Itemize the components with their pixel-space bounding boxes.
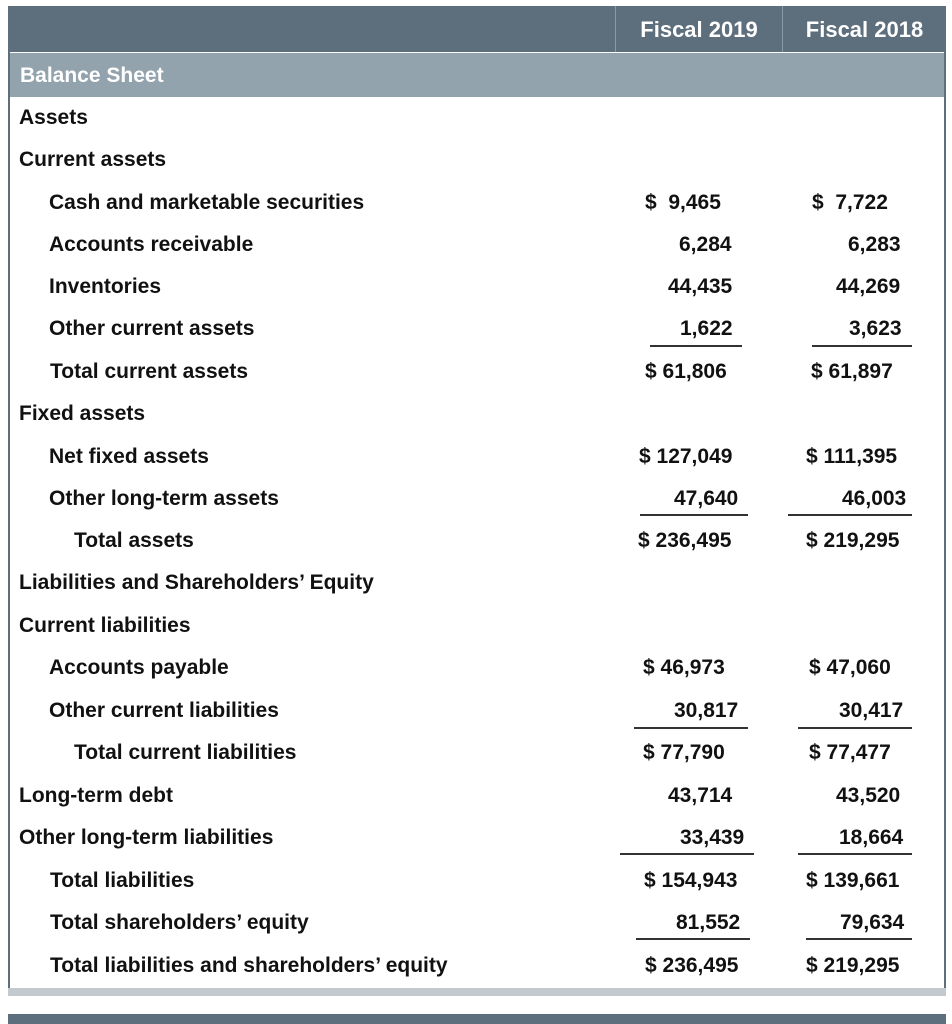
row-label: Current assets <box>19 148 167 171</box>
value-fiscal-2018: $ 139,661 <box>806 869 900 892</box>
row-label: Assets <box>19 106 88 129</box>
table-row <box>10 266 944 308</box>
subtotal-rule <box>620 853 754 855</box>
value-fiscal-2018: 44,269 <box>836 275 901 298</box>
row-label: Total current liabilities <box>74 741 297 764</box>
row-label: Long-term debt <box>19 784 173 807</box>
value-fiscal-2019: 6,284 <box>679 233 732 256</box>
value-fiscal-2019: $ 46,973 <box>643 656 725 679</box>
row-label: Current liabilities <box>19 614 191 637</box>
value-fiscal-2019: 43,714 <box>668 784 733 807</box>
row-label: Inventories <box>49 275 162 298</box>
row-label: Fixed assets <box>19 402 146 425</box>
value-fiscal-2019: 33,439 <box>680 826 745 849</box>
subtotal-rule <box>798 727 912 729</box>
value-fiscal-2018: $ 219,295 <box>806 954 900 977</box>
value-fiscal-2019: $ 61,806 <box>645 360 727 383</box>
row-label: Total liabilities and shareholders’ equity <box>50 954 448 977</box>
value-fiscal-2019: $ 9,465 <box>645 191 721 214</box>
table-row <box>10 520 944 562</box>
value-fiscal-2019: 30,817 <box>674 699 739 722</box>
table-header <box>8 6 946 52</box>
row-label: Accounts payable <box>49 656 229 679</box>
row-label: Other current liabilities <box>49 699 279 722</box>
row-label: Other long-term liabilities <box>19 826 274 849</box>
row-label: Total liabilities <box>50 869 195 892</box>
value-fiscal-2019: $ 127,049 <box>639 445 733 468</box>
value-fiscal-2018: 30,417 <box>839 699 904 722</box>
subtotal-rule <box>634 727 748 729</box>
column-header-fiscal-2018: Fiscal 2018 <box>782 6 946 52</box>
value-fiscal-2018: 6,283 <box>848 233 901 256</box>
value-fiscal-2019: $ 154,943 <box>644 869 738 892</box>
subtotal-rule <box>650 345 742 347</box>
table-footer <box>8 988 946 996</box>
value-fiscal-2018: $ 61,897 <box>811 360 893 383</box>
value-fiscal-2018: $ 219,295 <box>806 529 900 552</box>
value-fiscal-2019: $ 77,790 <box>643 741 725 764</box>
subtotal-rule <box>636 938 750 940</box>
row-label: Total assets <box>74 529 194 552</box>
row-label: Accounts receivable <box>49 233 254 256</box>
subtotal-rule <box>812 345 912 347</box>
row-label: Liabilities and Shareholders’ Equity <box>19 571 374 594</box>
row-label: Other current assets <box>49 317 255 340</box>
value-fiscal-2018: 46,003 <box>842 487 907 510</box>
row-label: Total current assets <box>50 360 249 383</box>
subtotal-rule <box>788 514 912 516</box>
table-row <box>10 393 944 435</box>
row-label: Net fixed assets <box>49 445 209 468</box>
table-row <box>10 647 944 689</box>
subtotal-rule <box>798 853 912 855</box>
table-row <box>10 224 944 266</box>
value-fiscal-2018: 79,634 <box>840 911 905 934</box>
table-row <box>10 139 944 181</box>
value-fiscal-2019: $ 236,495 <box>638 529 732 552</box>
table-row <box>10 732 944 774</box>
table-row <box>10 902 944 944</box>
value-fiscal-2018: 3,623 <box>849 317 902 340</box>
table-row <box>10 605 944 647</box>
row-label: Cash and marketable securities <box>49 191 365 214</box>
table-row <box>10 860 944 902</box>
subtotal-rule <box>806 938 912 940</box>
value-fiscal-2018: $ 77,477 <box>809 741 891 764</box>
table-row <box>10 308 944 350</box>
value-fiscal-2019: $ 236,495 <box>645 954 739 977</box>
value-fiscal-2018: $ 111,395 <box>806 445 898 468</box>
table-row <box>10 436 944 478</box>
table-row <box>10 945 944 987</box>
value-fiscal-2019: 47,640 <box>674 487 739 510</box>
table-row <box>10 690 944 732</box>
subtotal-rule <box>640 514 748 516</box>
value-fiscal-2018: $ 7,722 <box>812 191 888 214</box>
column-header-fiscal-2019: Fiscal 2019 <box>615 6 782 52</box>
value-fiscal-2019: 44,435 <box>668 275 733 298</box>
value-fiscal-2018: 18,664 <box>839 826 904 849</box>
section-title: Balance Sheet <box>20 64 164 87</box>
table-row <box>10 775 944 817</box>
row-label: Total shareholders’ equity <box>50 911 309 934</box>
value-fiscal-2018: $ 47,060 <box>809 656 891 679</box>
table-row <box>10 97 944 139</box>
row-label: Other long-term assets <box>49 487 279 510</box>
section-header <box>10 53 944 97</box>
value-fiscal-2019: 81,552 <box>676 911 741 934</box>
table-row <box>10 562 944 604</box>
table-row <box>10 182 944 224</box>
next-table-header-edge <box>8 1014 946 1024</box>
value-fiscal-2018: 43,520 <box>836 784 901 807</box>
value-fiscal-2019: 1,622 <box>680 317 733 340</box>
table-row <box>10 351 944 393</box>
